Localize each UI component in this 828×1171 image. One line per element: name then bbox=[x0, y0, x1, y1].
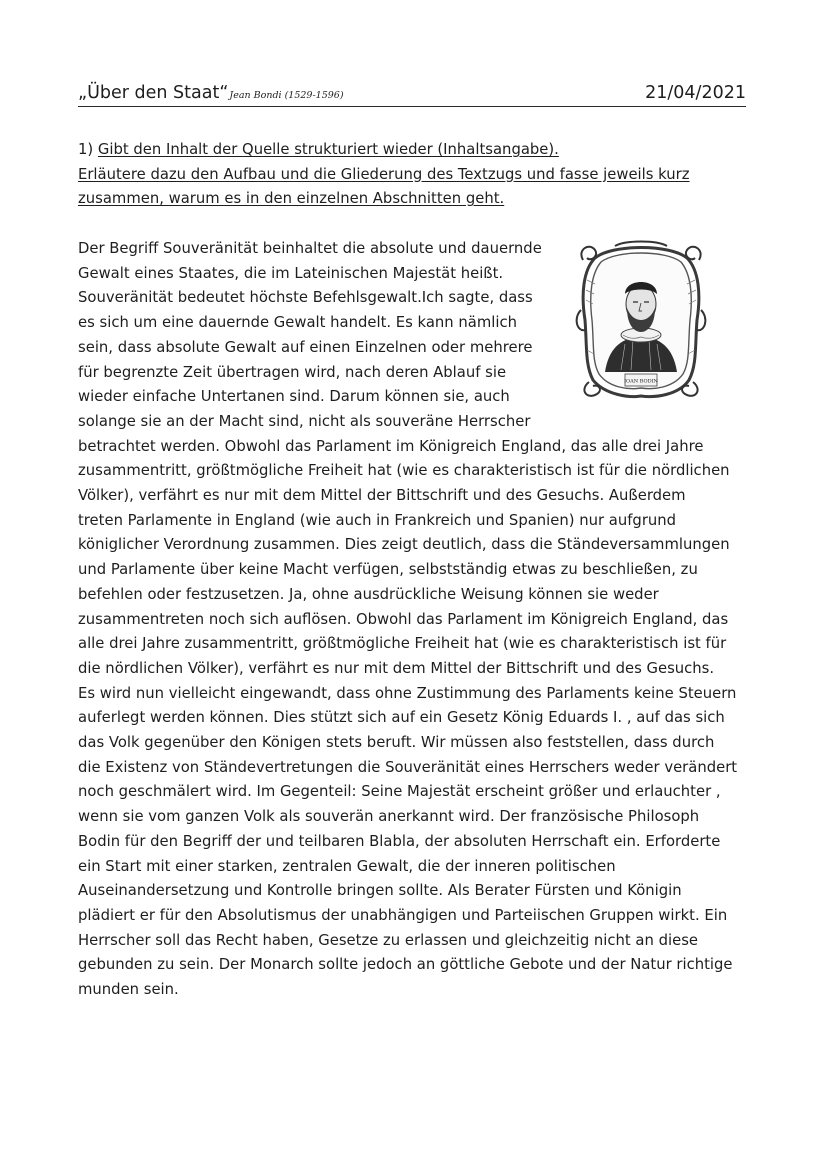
text-line: die Existenz von Ständevertretungen die Souveränität eines Herrschers weder verändert bbox=[78, 758, 738, 776]
task-number: 1) bbox=[78, 141, 94, 158]
text-line: Auseinandersetzung und Kontrolle bringen sollte. Als Berater Fürsten und Königin bbox=[78, 882, 682, 900]
text-line: munden sein. bbox=[78, 981, 179, 999]
text-line: es sich um eine dauernde Gewalt handelt. Es kann nämlich bbox=[78, 314, 517, 332]
portrait-caption: IOAN BODIN bbox=[624, 378, 658, 385]
text-line: Völker), verfährt es nur mit dem Mittel der Bittschrift und des Gesuchs. Außerdem bbox=[78, 487, 686, 505]
text-line: wieder einfache Untertanen sind. Darum können sie, auch bbox=[78, 388, 510, 406]
text-line: Gewalt eines Staates, die im Lateinischen Majestät heißt. bbox=[78, 264, 504, 282]
text-line: Bodin für den Begriff der und teilbaren Blabla, der absoluten Herrschaft ein. Erforderte bbox=[78, 832, 721, 850]
author-note: Jean Bondi (1529-1596) bbox=[229, 90, 344, 101]
text-line: Souveränität bedeutet höchste Befehlsgewalt.Ich sagte, dass bbox=[78, 289, 533, 307]
text-line: zusammentreten noch sich auflösen. Obwohl das Parlament im Königreich England, das bbox=[78, 610, 729, 628]
text-line: Herrscher soll das Recht haben, Gesetze zu erlassen und gleichzeitig nicht an diese bbox=[78, 931, 699, 949]
text-line: noch geschmälert wird. Im Gegenteil: Seine Majestät erscheint größer und erlauchter , bbox=[78, 783, 721, 801]
date: 21/04/2021 bbox=[645, 83, 746, 103]
task-text: Erläutere dazu den Aufbau und die Gliederung des Textzugs und fasse jeweils kurz bbox=[78, 165, 690, 183]
text-line: auferlegt werden können. Dies stützt sich auf ein Gesetz König Eduards I. , auf das sich bbox=[78, 709, 725, 727]
text-line: königlicher Verordnung zusammen. Dies zeigt deutlich, dass die Ständeversammlungen bbox=[78, 536, 730, 554]
title-text: „Über den Staat“ bbox=[78, 83, 229, 103]
text-line: solange sie an der Macht sind, nicht als souveräne Herrscher bbox=[78, 412, 531, 430]
text-line: zusammentritt, größtmögliche Freiheit hat (wie es charakteristisch ist für die nördlichen bbox=[78, 462, 730, 480]
page-title bbox=[78, 82, 344, 107]
text-line: Es wird nun vielleicht eingewandt, dass ohne Zustimmung des Parlaments keine Steuern bbox=[78, 684, 737, 702]
task-text: zusammen, warum es in den einzelnen Abschnitten geht. bbox=[78, 190, 505, 208]
text-line: Der Begriff Souveränität beinhaltet die absolute und dauernde bbox=[78, 240, 542, 257]
text-line: das Volk gegenüber den Königen stets beruft. Wir müssen also feststellen, dass durch bbox=[78, 734, 715, 752]
task-line bbox=[78, 163, 758, 188]
text-line: gebunden zu sein. Der Monarch sollte jedoch an göttliche Gebote und der Natur richtige bbox=[78, 956, 733, 974]
body-text bbox=[78, 237, 752, 1003]
task-line bbox=[78, 138, 758, 163]
text-line: alle drei Jahre zusammentritt, größtmögliche Freiheit hat (wie es charakteristisch ist für bbox=[78, 635, 727, 653]
text-line: befehlen oder festzusetzen. Ja, ohne ausdrückliche Weisung können sie weder bbox=[78, 585, 659, 603]
text-line: betrachtet werden. Obwohl das Parlament im Königreich England, das alle drei Jahre bbox=[78, 437, 704, 455]
task-text: Gibt den Inhalt der Quelle strukturiert wieder (Inhaltsangabe). bbox=[97, 141, 559, 158]
text-line: sein, dass absolute Gewalt auf einen Einzelnen oder mehrere bbox=[78, 338, 533, 356]
header bbox=[78, 82, 746, 107]
task-line bbox=[78, 187, 758, 212]
task-block bbox=[78, 138, 758, 212]
text-line: für begrenzte Zeit übertragen wird, nach deren Ablauf sie bbox=[78, 363, 507, 381]
text-line: treten Parlamente in England (wie auch in Frankreich und Spanien) nur aufgrund bbox=[78, 511, 677, 529]
text-line: plädiert er für den Absolutismus der unabhängigen und Parteiischen Gruppen wirkt. Ein bbox=[78, 906, 728, 924]
text-line: ein Start mit einer starken, zentralen Gewalt, die der inneren politischen bbox=[78, 857, 616, 875]
text-line: und Parlamente über keine Macht verfügen, selbstständig etwas zu beschließen, zu bbox=[78, 561, 698, 579]
text-line: die nördlichen Völker), verfährt es nur mit dem Mittel der Bittschrift und des Gesuchs. bbox=[78, 659, 715, 677]
text-line: wenn sie vom ganzen Volk als souverän anerkannt wird. Der französische Philosoph bbox=[78, 808, 700, 826]
